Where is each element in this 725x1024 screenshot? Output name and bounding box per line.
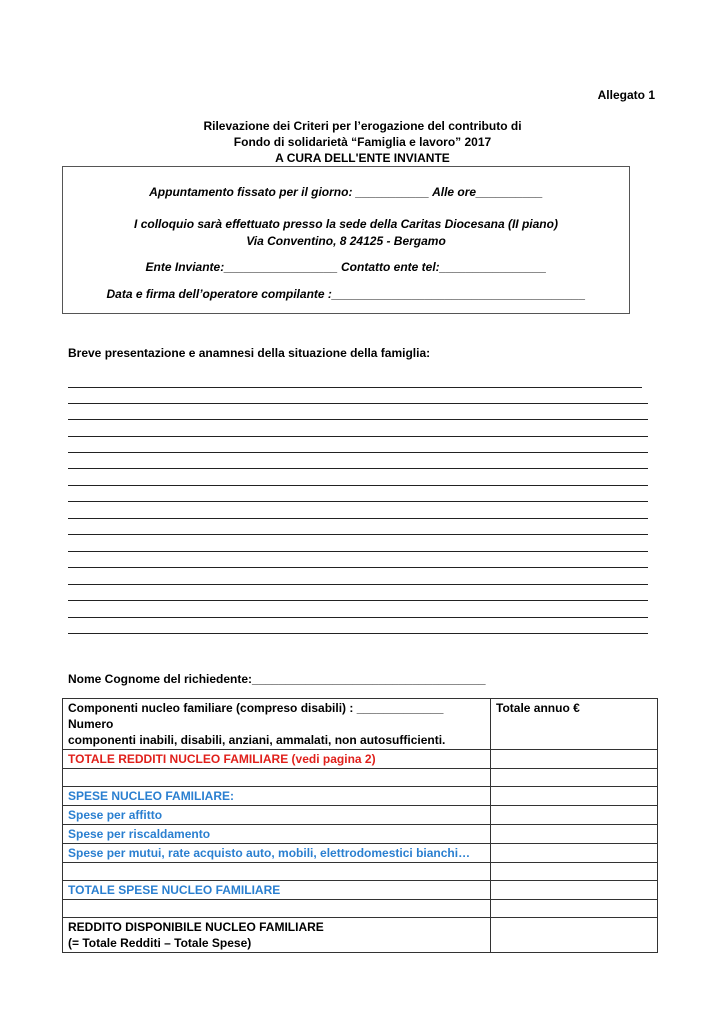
firma-operatore-line[interactable]: Data e firma dell’operatore compilante :______________________________________ — [106, 287, 586, 301]
totale-spese-value[interactable] — [491, 881, 658, 900]
writing-line[interactable] — [68, 567, 648, 568]
writing-line[interactable] — [68, 584, 648, 585]
empty-cell — [63, 769, 491, 787]
spese-header-label: SPESE NUCLEO FAMILIARE: — [63, 787, 491, 806]
header-componenti-cell[interactable] — [63, 699, 491, 750]
appointment-line[interactable]: Appuntamento fissato per il giorno: ___________ Alle ore__________ — [149, 185, 543, 199]
empty-value-cell[interactable] — [491, 863, 658, 881]
table-row — [63, 806, 658, 825]
writing-line[interactable] — [68, 633, 648, 634]
reddito-disponibile-cell — [63, 918, 491, 953]
title-line-1: Rilevazione dei Criteri per l’erogazione del contributo di — [203, 119, 522, 133]
writing-line[interactable] — [68, 387, 642, 388]
empty-cell — [63, 863, 491, 881]
richiedente-field[interactable]: Nome Cognome del richiedente:___________________________________ — [68, 672, 486, 686]
table-row — [63, 825, 658, 844]
empty-value-cell[interactable] — [491, 900, 658, 918]
totale-redditi-value[interactable] — [491, 750, 658, 769]
table-row — [63, 844, 658, 863]
spese-riscaldamento-value[interactable] — [491, 825, 658, 844]
writing-line[interactable] — [68, 551, 648, 552]
reddito-disponibile-value[interactable] — [491, 918, 658, 953]
table-row — [63, 750, 658, 769]
writing-line[interactable] — [68, 534, 648, 535]
empty-cell — [63, 900, 491, 918]
writing-line[interactable] — [68, 617, 648, 618]
table-row — [63, 787, 658, 806]
writing-line[interactable] — [68, 403, 648, 404]
allegato-label: Allegato 1 — [597, 88, 655, 102]
title-line-2: Fondo di solidarietà “Famiglia e lavoro” 2017 — [233, 135, 492, 149]
table-row — [63, 900, 658, 918]
header-componenti-line-1: Componenti nucleo familiare (compreso disabili) : _____________ Numero — [68, 701, 444, 731]
table-row — [63, 881, 658, 900]
totale-redditi-label: TOTALE REDDITI NUCLEO FAMILIARE (vedi pagina 2) — [63, 750, 491, 769]
presentazione-label: Breve presentazione e anamnesi della situazione della famiglia: — [68, 346, 431, 360]
writing-line[interactable] — [68, 600, 648, 601]
table-row — [63, 918, 658, 953]
writing-line[interactable] — [68, 419, 648, 420]
spese-affitto-label: Spese per affitto — [63, 806, 491, 825]
header-totale-annuo: Totale annuo € — [491, 699, 658, 750]
colloquio-line-2: Via Conventino, 8 24125 - Bergamo — [246, 234, 446, 248]
colloquio-line-1: I colloquio sarà effettuato presso la sede della Caritas Diocesana (II piano) — [134, 217, 558, 231]
header-componenti-line-2: componenti inabili, disabili, anziani, ammalati, non autosufficienti. — [68, 733, 446, 747]
writing-line[interactable] — [68, 436, 648, 437]
table-row — [63, 769, 658, 787]
spese-header-value[interactable] — [491, 787, 658, 806]
reddito-disponibile-line-2: (= Totale Redditi – Totale Spese) — [68, 936, 252, 950]
totale-spese-label: TOTALE SPESE NUCLEO FAMILIARE — [63, 881, 491, 900]
writing-line[interactable] — [68, 468, 648, 469]
empty-value-cell[interactable] — [491, 769, 658, 787]
financial-table — [62, 698, 658, 953]
spese-affitto-value[interactable] — [491, 806, 658, 825]
table-header-row — [63, 699, 658, 750]
reddito-disponibile-line-1: REDDITO DISPONIBILE NUCLEO FAMILIARE — [68, 920, 324, 934]
spese-riscaldamento-label: Spese per riscaldamento — [63, 825, 491, 844]
title-line-3: A CURA DELL'ENTE INVIANTE — [275, 151, 450, 165]
writing-line[interactable] — [68, 501, 648, 502]
spese-mutui-label: Spese per mutui, rate acquisto auto, mobili, elettrodomestici bianchi… — [63, 844, 491, 863]
appointment-box — [62, 166, 630, 314]
table-row — [63, 863, 658, 881]
writing-line[interactable] — [68, 518, 648, 519]
writing-line[interactable] — [68, 485, 648, 486]
writing-line[interactable] — [68, 452, 648, 453]
ente-inviante-line[interactable]: Ente Inviante:_________________ Contatto ente tel:________________ — [145, 260, 547, 274]
spese-mutui-value[interactable] — [491, 844, 658, 863]
